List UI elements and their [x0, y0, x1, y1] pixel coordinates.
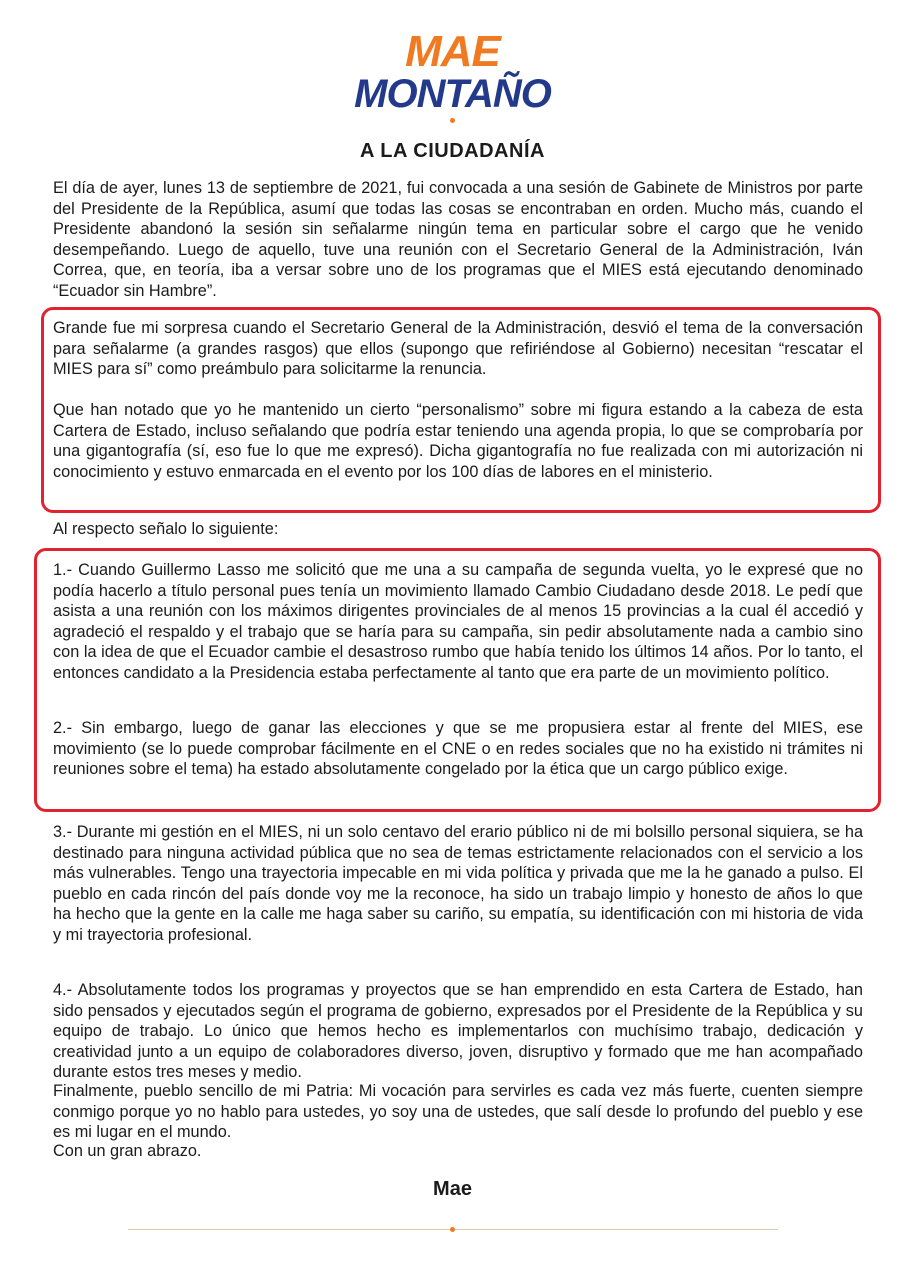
paragraph-intro: El día de ayer, lunes 13 de septiembre de 2021, fui convocada a una sesión de Gabinete de Ministros por parte del Presidente de la República, asumí que todas las cosas se encontraban en orden. Mucho más, cuando el Presidente abandonó la sesión sin señalarme ningún tema en particular sobre el cargo que he venido desempeñando. Luego de aquello, tuve una reunión con el Secretario General de la Administración, Iván Correa, que, en teoría, iba a versar sobre uno de los programas que el MIES está ejecutando denominado “Ecuador sin Hambre”. — [53, 179, 863, 300]
paragraph-closing: Con un gran abrazo. — [53, 1142, 202, 1160]
paragraph-point-4: 4.- Absolutamente todos los programas y proyectos que se han emprendido en esta Cartera de Estado, han sido pensados y ejecutados según el programa de gobierno, expresados por el Presidente de la República y su equipo de trabajo. Lo único que hemos hecho es implementarlos con muchísimo trabajo, dedicación y creatividad junto a un equipo de colaboradores diverso, joven, disruptivo y formado que me han acompañado durante estos tres meses y medio. — [53, 981, 863, 1081]
paragraph-al-respecto: Al respecto señalo lo siguiente: — [53, 520, 279, 538]
logo-line-1: MAE — [405, 27, 500, 76]
paragraph-point-1: 1.- Cuando Guillermo Lasso me solicitó que me una a su campaña de segunda vuelta, yo le expresé que no podía hacerlo a título personal pues tenía un movimiento llamado Cambio Ciudadano desde 2018. Le pedí que asista a una reunión con los máximos dirigentes provinciales de al menos 15 provincias a la cual él accedió y agradeció el respaldo y el trabajo que se haría para su campaña, sin pedir absolutamente nada a cambio sino con la idea de que el Ecuador cambie el desastroso rumbo que había tenido los últimos 14 años. Por lo tanto, el entonces candidato a la Presidencia estaba perfectamente al tanto que era parte de un movimiento político. — [53, 561, 863, 682]
paragraph-personalismo: Que han notado que yo he mantenido un cierto “personalismo” sobre mi figura estando a la cabeza de esta Cartera de Estado, incluso señalando que podría estar teniendo una agenda propia, lo que se comprobaría por una gigantografía (sí, eso fue lo que me expresó). Dicha gigantografía no fue realizada con mi autorización ni conocimiento y estuvo enmarcada en el evento por los 100 días de labores en el ministerio. — [53, 401, 863, 481]
logo-dot — [450, 118, 455, 123]
signature: Mae — [433, 1178, 472, 1200]
paragraph-point-3: 3.- Durante mi gestión en el MIES, ni un solo centavo del erario público ni de mi bolsillo personal siquiera, se ha destinado para ninguna actividad pública que no sea de temas estrictamente relacionados con el servicio a los más vulnerables. Tengo una trayectoria impecable en mi vida política y privada que me la he ganado a pulso. El pueblo en cada rincón del país donde voy me la reconoce, ha sido un trabajo limpio y honesto de años lo que ha hecho que la gente en la calle me haga saber su cariño, su empatía, su identificación con mi historia de vida y mi trayectoria profesional. — [53, 823, 863, 944]
logo — [0, 27, 905, 123]
paragraph-finalmente: Finalmente, pueblo sencillo de mi Patria: Mi vocación para servirles es cada vez más fuerte, cuenten siempre conmigo porque yo no hablo para ustedes, yo soy una de ustedes, que salí desde lo profundo del pueblo y ese es mi lugar en el mundo. — [53, 1082, 863, 1141]
paragraph-surprise: Grande fue mi sorpresa cuando el Secretario General de la Administración, desvió el tema de la conversación para señalarme (a grandes rasgos) que ellos (supongo que refiriéndose al Gobierno) necesitan “rescatar el MIES para sí” como preámbulo para solicitarme la renuncia. — [53, 319, 863, 378]
logo-line-2: MONTAÑO — [354, 72, 551, 116]
page-title: A LA CIUDADANÍA — [360, 140, 545, 162]
footer-dot — [450, 1227, 455, 1232]
paragraph-point-2: 2.- Sin embargo, luego de ganar las elecciones y que se me propusiera estar al frente del MIES, ese movimiento (se lo puede comprobar fácilmente en el CNE o en redes sociales que no ha existido ni trámites ni reuniones sobre el tema) ha estado absolutamente congelado por la ética que un cargo público exige. — [53, 719, 863, 778]
